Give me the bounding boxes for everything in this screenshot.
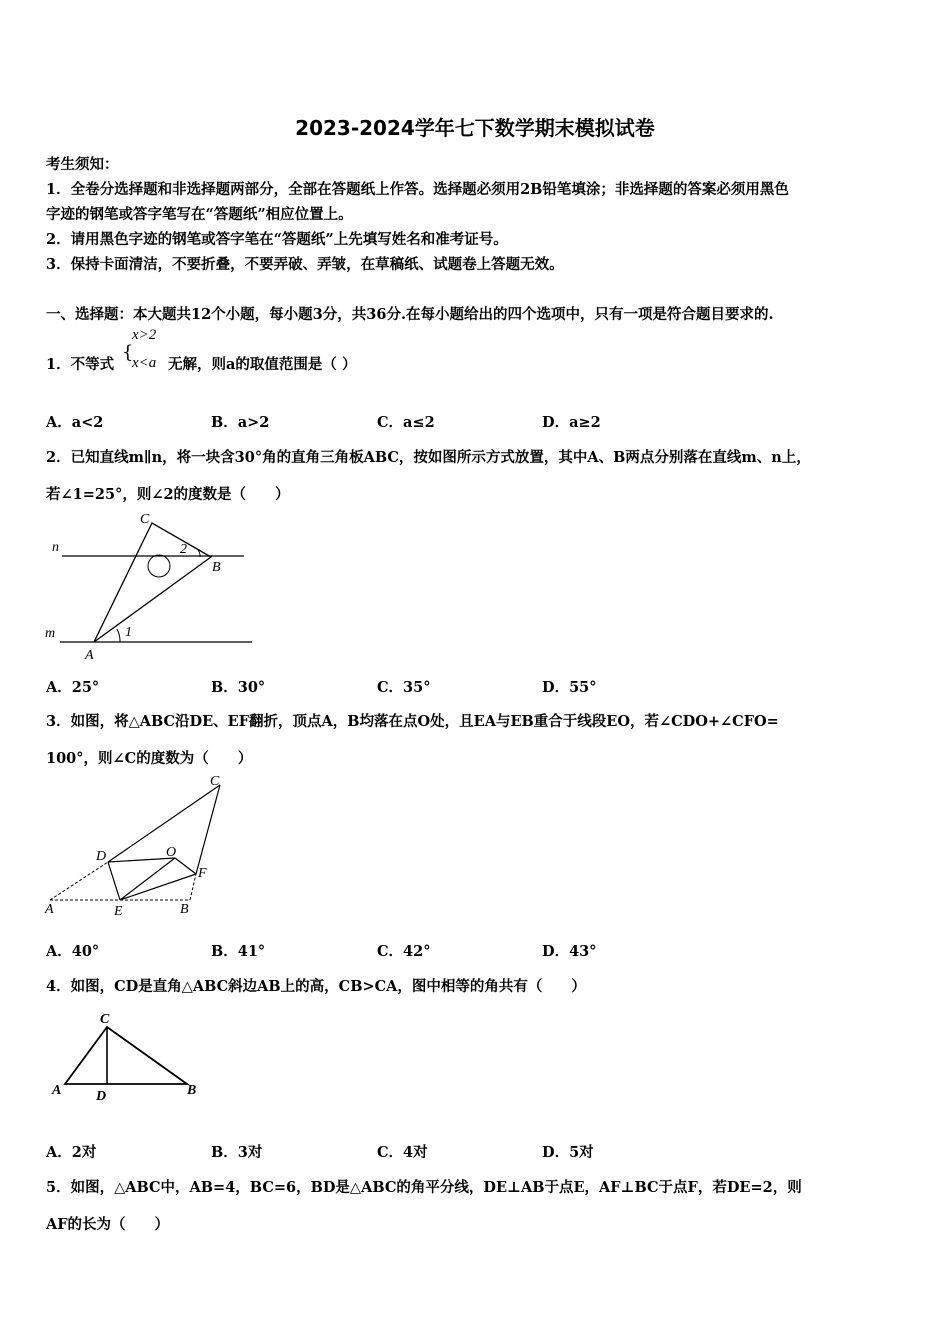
label-m: m <box>45 626 56 641</box>
q1-prefix: 1．不等式 <box>46 356 115 373</box>
section-heading: 一、选择题：本大题共12个小题，每小题3分，共36分.在每小题给出的四个选项中，只有一项是符合题目要求的. <box>46 306 774 323</box>
q4-figure <box>45 1005 215 1105</box>
label-a: A <box>52 1083 62 1098</box>
label-f: F <box>198 866 207 881</box>
notice-heading: 考生须知： <box>46 156 119 173</box>
label-b: B <box>212 560 221 575</box>
q4-option-c: C．4对 <box>377 1144 428 1161</box>
notice-line-1b: 字迹的钢笔或答字笔写在“答题纸”相应位置上。 <box>46 206 353 223</box>
q2-option-d: D．55° <box>542 679 597 696</box>
q3-option-c: C．42° <box>377 943 431 960</box>
q3-option-d: D．43° <box>542 943 597 960</box>
q1-ineq-bottom: x<a <box>132 355 157 371</box>
label-o: O <box>166 845 177 860</box>
q1-option-c: C．a≤2 <box>377 414 435 431</box>
triangle-abc <box>94 523 211 642</box>
q3-line-2: 100°，则∠C的度数为（ ） <box>46 750 253 767</box>
q3-option-a: A．40° <box>46 943 100 960</box>
q2-option-b: B．30° <box>211 679 266 696</box>
q5-line-2: AF的长为（ ） <box>46 1216 170 1233</box>
q5-line-1: 5．如图，△ABC中，AB=4，BC=6，BD是△ABC的角平分线，DE⊥AB于点E，AF⊥BC于点F，若DE=2，则 <box>46 1179 802 1196</box>
q1-ineq-top: x>2 <box>132 327 157 343</box>
label-e: E <box>114 904 123 919</box>
notice-line-2: 2．请用黑色字迹的钢笔或答字笔在“答题纸”上先填写姓名和准考证号。 <box>46 231 508 248</box>
side-do <box>108 858 175 862</box>
q1-option-a: A．a<2 <box>46 414 104 431</box>
triangle-abc <box>65 1027 187 1084</box>
q1-option-b: B．a>2 <box>211 414 270 431</box>
q2-figure <box>40 505 260 665</box>
q2-option-c: C．35° <box>377 679 431 696</box>
label-b: B <box>180 902 189 917</box>
page-title: 2023-2024学年七下数学期末模拟试卷 <box>295 116 655 140</box>
q3-figure <box>40 770 240 920</box>
q1-option-d: D．a≥2 <box>542 414 601 431</box>
q1-brace: { <box>122 342 134 363</box>
label-c: C <box>100 1012 110 1027</box>
side-ef <box>120 874 196 900</box>
label-n: n <box>52 540 59 555</box>
label-d: D <box>96 849 107 864</box>
q2-line-2: 若∠1=25°，则∠2的度数是（ ） <box>46 486 290 503</box>
label-c: C <box>140 512 150 527</box>
label-b: B <box>187 1083 197 1098</box>
notice-line-3: 3．保持卡面清洁，不要折叠，不要弄破、弄皱，在草稿纸、试题卷上答题无效。 <box>46 256 564 273</box>
q3-line-1: 3．如图，将△ABC沿DE、EF翻折，顶点A，B均落在点O处，且EA与EB重合于线段EO，若∠CDO+∠CFO= <box>46 713 779 730</box>
q4-option-a: A．2对 <box>46 1144 97 1161</box>
q4-option-d: D．5对 <box>542 1144 594 1161</box>
label-1: 1 <box>125 625 132 640</box>
q1-suffix: 无解，则a的取值范围是（ ） <box>168 356 357 373</box>
label-c: C <box>210 774 220 789</box>
q3-option-b: B．41° <box>211 943 266 960</box>
q4-option-b: B．3对 <box>211 1144 263 1161</box>
q2-line-1: 2．已知直线m∥n，将一块含30°角的直角三角板ABC，按如图所示方式放置，其中A、B两点分别落在直线m、n上， <box>46 449 811 466</box>
side-dc <box>108 785 220 862</box>
label-a: A <box>45 902 54 917</box>
side-eo <box>120 858 175 900</box>
q4-line-1: 4．如图，CD是直角△ABC斜边AB上的高，CB>CA，图中相等的角共有（ ） <box>46 978 586 995</box>
label-a: A <box>85 648 94 663</box>
q2-option-a: A．25° <box>46 679 100 696</box>
angle-1-arc <box>117 629 120 642</box>
notice-line-1a: 1．全卷分选择题和非选择题两部分，全部在答题纸上作答。选择题必须用2B铅笔填涂；非选择题的答案必须用黑色 <box>46 181 789 198</box>
side-of <box>175 858 196 874</box>
label-d: D <box>96 1089 107 1104</box>
label-2: 2 <box>180 542 187 557</box>
triangle-hole <box>148 555 170 577</box>
side-de <box>108 862 120 900</box>
dashed-ad <box>50 862 108 900</box>
dashed-bf <box>190 874 196 900</box>
